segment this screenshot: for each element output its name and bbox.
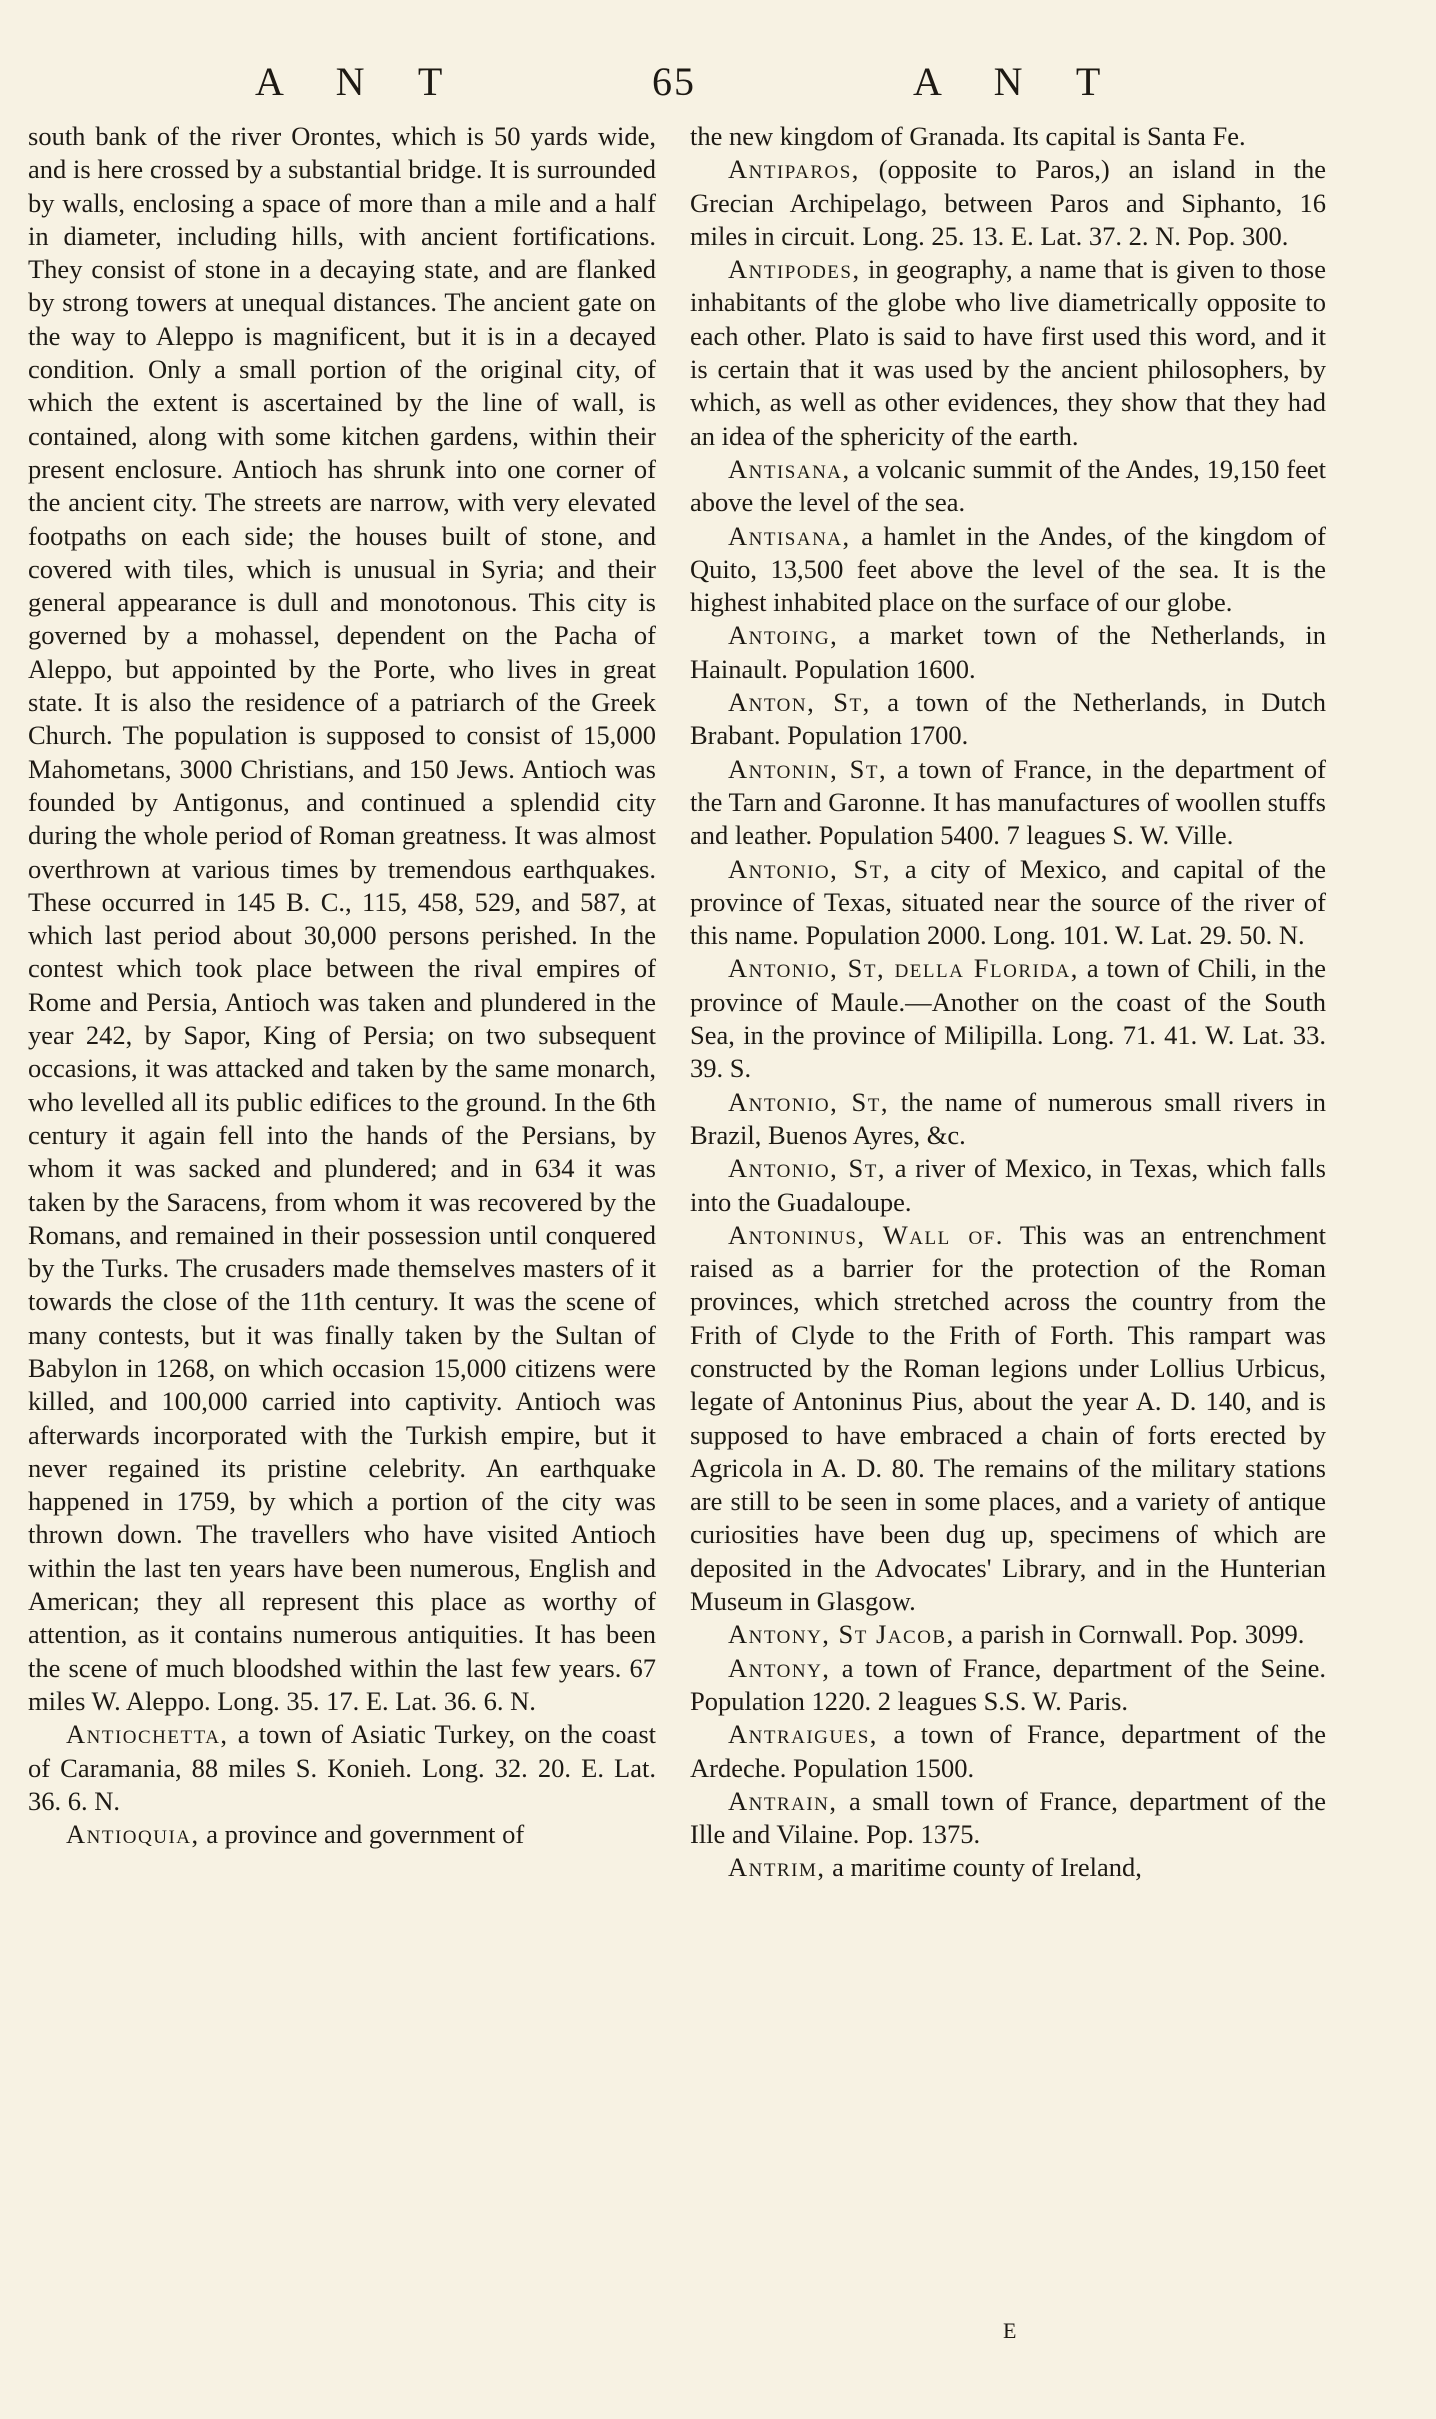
entry-antonio-river-mexico <box>690 1152 1326 1219</box>
headword: Antony, <box>728 1652 831 1683</box>
entry-antioquia-continued: the new kingdom of Granada. Its capital is Santa Fe. <box>690 121 1246 151</box>
entry-antisana-hamlet <box>690 520 1326 620</box>
entry-anton <box>690 686 1326 753</box>
entry-antraigues <box>690 1718 1326 1785</box>
headword: Antioquia, <box>66 1819 200 1850</box>
entry-text: a volcanic summit of the Andes, 19,150 feet above the level of the sea. <box>690 453 1326 518</box>
headword: Anton, St, <box>728 687 871 718</box>
headword: Antrim, <box>728 1852 826 1883</box>
headword: Antonio, St, <box>728 1086 889 1117</box>
entry-text: a town of France, department of the Ardeche. Population 1500. <box>690 1719 1326 1783</box>
entry-antony <box>690 1652 1326 1719</box>
entry-text: a city of Mexico, and capital of the province of Texas, situated near the source of the river of this name. Population 2000. Long. 101. W. Lat. 29. 50. N. <box>690 853 1327 951</box>
entry-text: a province and government of <box>199 1819 525 1850</box>
running-head <box>0 58 1436 110</box>
signature-mark: E <box>1003 2318 1019 2343</box>
headword: Antrain, <box>728 1785 838 1816</box>
entry-text: in geography, a name that is given to those inhabitants of the globe who live diametrically opposite to each other. Plato is said to have first used this word, and it is certain that it was used by the ancient philosophers, by which, as well as other evidences, they show that they had an idea of the sphericity of the earth. <box>690 254 1326 451</box>
entry-text: This was an entrenchment raised as a barrier for the protection of the Roman provinces, which stretched across the country from the Frith of Clyde to the Frith of Forth. This rampart was constructed by the Roman legions under Lollius Urbicus, legate of Antoninus Pius, about the year A. D. 140, and is supposed to have embraced a chain of forts erected by Agricola in A. D. 80. The remains of the military stations are still to be seen in some places, and a variety of antique curiosities have been dug up, specimens of which are deposited in the Advocates' Library, and in the Hunterian Museum in Glasgow. <box>690 1219 1327 1617</box>
page-number: 65 <box>652 59 696 104</box>
entry-text: a parish in Cornwall. Pop. 3099. <box>954 1619 1305 1650</box>
entry-antrim <box>690 1851 1326 1884</box>
entry-text: the name of numerous small rivers in Brazil, Buenos Ayres, &c. <box>690 1086 1326 1150</box>
entry-text: a market town of the Netherlands, in Hainault. Population 1600. <box>690 620 1326 684</box>
entry-text: a maritime county of Ireland, <box>825 1852 1142 1883</box>
entry-text: a town of the Netherlands, in Dutch Brabant. Population 1700. <box>690 687 1326 751</box>
entry-text: a town of France, in the department of the Tarn and Garonne. It has manufactures of woollen stuffs and leather. Population 5400. 7 leagues S. W. Ville. <box>690 753 1326 851</box>
headword: Antisana, <box>728 520 851 551</box>
entry-antonio-rivers <box>690 1086 1326 1153</box>
entry-text: a hamlet in the Andes, of the kingdom of Quito, 13,500 feet above the level of the sea. It is the highest inhabited place on the surface of our globe. <box>690 520 1326 618</box>
headword: Antipodes, <box>728 254 861 285</box>
running-head-left: A N T <box>255 59 465 104</box>
headword: Antonin, St, <box>728 753 888 784</box>
entry-antioch-continued: south bank of the river Orontes, which is 50 yards wide, and is here crossed by a substantial bridge. It is surrounded by walls, enclosing a space of more than a mile and a half in diameter, including hills, with ancient fortifications. They consist of stone in a decaying state, and are flanked by strong towers at unequal distances. The ancient gate on the way to Aleppo is magnificent, but it is in a decayed condition. Only a small portion of the original city, of which the extent is ascertained by the line of wall, is contained, along with some kitchen gardens, within their present enclosure. Antioch has shrunk into one corner of the ancient city. The streets are narrow, with very elevated footpaths on each side; the houses built of stone, and covered with tiles, which is unusual in Syria; and their general appearance is dull and monotonous. This city is governed by a mohassel, dependent on the Pacha of Aleppo, but appointed by the Porte, who lives in great state. It is also the residence of a patriarch of the Greek Church. The population is supposed to consist of 15,000 Mahometans, 3000 Christians, and 150 Jews. Antioch was founded by Antigonus, and continued a splendid city during the whole period of Roman greatness. It was almost overthrown at various times by tremendous earthquakes. These occurred in 145 B. C., 115, 458, 529, and 587, at which last period about 30,000 persons perished. In the contest which took place between the rival empires of Rome and Persia, Antioch was taken and plundered in the year 242, by Sapor, King of Persia; on two subsequent occasions, it was attacked and taken by the same monarch, who levelled all its public edifices to the ground. In the 6th century it again fell into the hands of the Persians, by whom it was sacked and plundered; and in 634 it was taken by the Saracens, from whom it was recovered by the Romans, and remained in their possession until conquered by the Turks. The crusaders made themselves masters of it towards the close of the 11th century. It was the scene of many contests, but it was finally taken by the Sultan of Babylon in 1268, on which occasion 15,000 citizens were killed, and 100,000 carried into captivity. Antioch was afterwards incorporated with the Turkish empire, but it never regained its pristine celebrity. An earthquake happened in 1759, by which a portion of the city was thrown down. The travellers who have visited Antioch within the last ten years have been numerous, English and American; they all represent this place as worthy of attention, as it contains numerous antiquities. It has been the scene of much bloodshed within the last few years. 67 miles W. Aleppo. Long. 35. 17. E. Lat. 36. 6. N. <box>28 121 656 1716</box>
entry-antioquia <box>28 1818 656 1851</box>
headword: Antonio, St, <box>728 1153 886 1184</box>
entry-antisana-summit <box>690 453 1326 520</box>
headword: Antoninus, Wall of. <box>728 1219 1004 1250</box>
entry-antonio-della-florida <box>690 952 1326 1085</box>
entry-antoing <box>690 619 1326 686</box>
entry-text: a small town of France, department of the Ille and Vilaine. Pop. 1375. <box>690 1785 1326 1850</box>
entry-text: a river of Mexico, in Texas, which falls into the Guadaloupe. <box>690 1153 1326 1217</box>
entry-text: a town of Asiatic Turkey, on the coast of Caramania, 88 miles S. Konieh. Long. 32. 20. E. Lat. 36. 6. N. <box>28 1719 656 1816</box>
entry-text: a town of Chili, in the province of Maule.—Another on the coast of the South Sea, in the province of Milipilla. Long. 71. 41. W. Lat. 33. 39. S. <box>690 953 1326 1084</box>
entry-antiochetta <box>28 1718 656 1818</box>
headword: Antiparos, <box>728 154 860 185</box>
headword: Antony, St Jacob, <box>728 1619 955 1650</box>
entry-text: (opposite to Paros,) an island in the Grecian Archipelago, between Paros and Siphanto, 16 miles in circuit. Long. 25. 13. E. Lat. 37. 2. N. Pop. 300. <box>690 154 1326 251</box>
left-column <box>28 120 656 1851</box>
headword: Antonio, St, della Florida, <box>728 953 1079 984</box>
entry-antrain <box>690 1785 1326 1852</box>
entry-antiparos <box>690 153 1326 253</box>
running-head-right: A N T <box>913 59 1123 104</box>
entry-antonin <box>690 753 1326 853</box>
headword: Antoing, <box>728 620 839 651</box>
entry-antipodes <box>690 253 1326 453</box>
headword: Antiochetta, <box>66 1719 229 1750</box>
entry-antonio-texas <box>690 853 1326 953</box>
headword: Antraigues, <box>728 1719 878 1750</box>
right-column <box>690 120 1326 1885</box>
entry-antoninus-wall <box>690 1219 1326 1619</box>
headword: Antisana, <box>728 453 851 484</box>
entry-antony-st-jacob <box>690 1618 1326 1651</box>
headword: Antonio, St, <box>728 853 892 884</box>
entry-text: a town of France, department of the Seine. Population 1220. 2 leagues S.S. W. Paris. <box>690 1652 1326 1716</box>
